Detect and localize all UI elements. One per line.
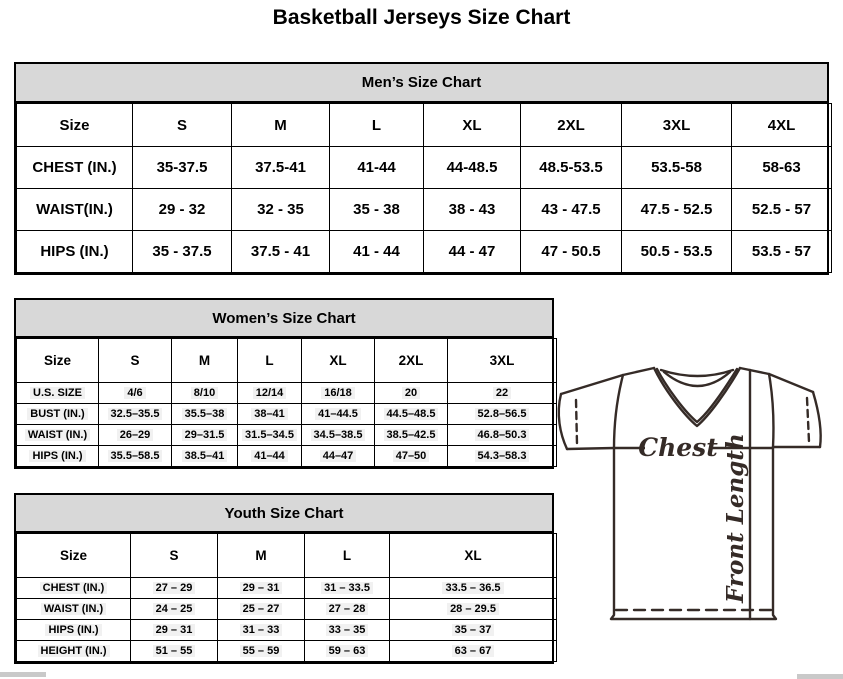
mens-table-row xyxy=(17,147,832,189)
womens-value-cell xyxy=(238,446,302,467)
youth-value-text: 29 – 31 xyxy=(240,582,283,594)
womens-table-row xyxy=(17,425,557,446)
mens-column-header: 3XL xyxy=(622,104,732,147)
womens-value-text: 29–31.5 xyxy=(182,429,228,441)
youth-value-text: 59 – 63 xyxy=(326,645,369,657)
youth-row-label-text: WAIST (IN.) xyxy=(41,603,106,615)
womens-value-cell xyxy=(302,446,375,467)
mens-value-cell: 41-44 xyxy=(330,147,424,189)
mens-row-label: HIPS (IN.) xyxy=(17,231,133,273)
womens-value-cell xyxy=(238,425,302,446)
page-title: Basketball Jerseys Size Chart xyxy=(272,6,571,29)
youth-value-text: 63 – 67 xyxy=(452,645,495,657)
womens-row-label xyxy=(17,446,99,467)
youth-column-header: XL xyxy=(390,534,557,578)
mens-value-cell: 48.5-53.5 xyxy=(521,147,622,189)
youth-value-cell xyxy=(390,578,557,599)
mens-value-cell: 53.5-58 xyxy=(622,147,732,189)
womens-value-cell xyxy=(375,383,448,404)
womens-value-cell xyxy=(448,446,557,467)
jersey-diagram-icon xyxy=(553,360,843,630)
womens-value-cell xyxy=(172,446,238,467)
mens-column-header: S xyxy=(133,104,232,147)
womens-value-text: 41–44.5 xyxy=(315,408,361,420)
youth-value-text: 29 – 31 xyxy=(153,624,196,636)
womens-row-label-text: U.S. SIZE xyxy=(30,387,85,399)
youth-value-text: 31 – 33.5 xyxy=(321,582,373,594)
mens-value-cell: 44-48.5 xyxy=(424,147,521,189)
youth-value-cell xyxy=(390,620,557,641)
youth-value-cell xyxy=(218,620,305,641)
left-sleeve-seam xyxy=(614,375,623,448)
mens-value-cell: 37.5 - 41 xyxy=(232,231,330,273)
youth-value-text: 51 – 55 xyxy=(153,645,196,657)
youth-value-cell xyxy=(390,641,557,662)
mens-column-header: XL xyxy=(424,104,521,147)
womens-value-text: 35.5–58.5 xyxy=(108,450,163,462)
youth-row-label-text: HEIGHT (IN.) xyxy=(38,645,110,657)
mens-column-header: L xyxy=(330,104,424,147)
womens-table xyxy=(14,336,554,469)
youth-row-label xyxy=(17,599,131,620)
womens-value-text: 35.5–38 xyxy=(182,408,228,420)
womens-value-text: 44.5–48.5 xyxy=(384,408,439,420)
chest-label: Chest xyxy=(638,433,718,462)
womens-value-text: 44–47 xyxy=(320,450,357,462)
mens-size-chart xyxy=(14,62,829,275)
youth-value-cell xyxy=(305,599,390,620)
youth-value-text: 24 – 25 xyxy=(153,603,196,615)
womens-column-header: 2XL xyxy=(375,339,448,383)
youth-value-cell xyxy=(390,599,557,620)
youth-value-text: 33.5 – 36.5 xyxy=(442,582,503,594)
right-cuff-dashes xyxy=(807,398,809,442)
womens-value-text: 4/6 xyxy=(124,387,145,399)
youth-value-cell xyxy=(305,620,390,641)
womens-value-text: 8/10 xyxy=(191,387,218,399)
womens-value-text: 38.5–41 xyxy=(182,450,228,462)
mens-value-cell: 35-37.5 xyxy=(133,147,232,189)
front-length-label: Front Length xyxy=(722,433,749,603)
womens-value-text: 22 xyxy=(493,387,511,399)
womens-value-text: 41–44 xyxy=(251,450,288,462)
womens-value-cell xyxy=(238,383,302,404)
youth-table-row xyxy=(17,620,557,641)
womens-column-header: L xyxy=(238,339,302,383)
youth-value-cell xyxy=(305,641,390,662)
left-cuff-edge xyxy=(567,448,614,449)
womens-value-text: 12/14 xyxy=(253,387,287,399)
womens-size-chart xyxy=(14,298,554,469)
body-outline xyxy=(611,447,776,619)
left-shoulder-line xyxy=(561,368,654,394)
womens-value-cell xyxy=(238,404,302,425)
womens-value-text: 52.8–56.5 xyxy=(475,408,530,420)
mens-value-cell: 52.5 - 57 xyxy=(732,189,832,231)
womens-table-title: Women’s Size Chart xyxy=(14,298,554,336)
womens-value-text: 32.5–35.5 xyxy=(108,408,163,420)
mens-column-header: M xyxy=(232,104,330,147)
womens-row-label-text: WAIST (IN.) xyxy=(25,429,90,441)
mens-table-row xyxy=(17,231,832,273)
mens-value-cell: 32 - 35 xyxy=(232,189,330,231)
womens-value-cell xyxy=(302,425,375,446)
womens-value-cell xyxy=(302,383,375,404)
womens-value-cell xyxy=(448,404,557,425)
mens-row-label: WAIST(IN.) xyxy=(17,189,133,231)
womens-table-row xyxy=(17,404,557,425)
womens-row-label-text: BUST (IN.) xyxy=(27,408,87,420)
youth-value-cell xyxy=(131,620,218,641)
womens-value-cell xyxy=(99,425,172,446)
youth-table-row xyxy=(17,641,557,662)
womens-column-header: 3XL xyxy=(448,339,557,383)
youth-value-cell xyxy=(131,578,218,599)
mens-value-cell: 53.5 - 57 xyxy=(732,231,832,273)
youth-value-cell xyxy=(131,641,218,662)
youth-row-label-text: CHEST (IN.) xyxy=(40,582,108,594)
mens-value-cell: 35 - 37.5 xyxy=(133,231,232,273)
womens-column-header: M xyxy=(172,339,238,383)
youth-row-label xyxy=(17,641,131,662)
womens-value-cell xyxy=(375,425,448,446)
womens-value-text: 16/18 xyxy=(321,387,355,399)
youth-row-label-text: HIPS (IN.) xyxy=(45,624,101,636)
youth-value-text: 55 – 59 xyxy=(240,645,283,657)
womens-value-text: 31.5–34.5 xyxy=(242,429,297,441)
mens-value-cell: 44 - 47 xyxy=(424,231,521,273)
youth-value-text: 25 – 27 xyxy=(240,603,283,615)
youth-value-text: 28 – 29.5 xyxy=(447,603,499,615)
womens-column-header: XL xyxy=(302,339,375,383)
mens-row-label: CHEST (IN.) xyxy=(17,147,133,189)
womens-value-text: 26–29 xyxy=(117,429,154,441)
youth-value-text: 33 – 35 xyxy=(326,624,369,636)
right-sleeve-outer xyxy=(813,392,821,447)
youth-column-header: Size xyxy=(17,534,131,578)
womens-row-label xyxy=(17,404,99,425)
womens-value-cell xyxy=(302,404,375,425)
scrollbar-fragment-right xyxy=(797,674,843,679)
mens-value-cell: 38 - 43 xyxy=(424,189,521,231)
mens-value-cell: 37.5-41 xyxy=(232,147,330,189)
youth-value-cell xyxy=(218,599,305,620)
mens-value-cell: 58-63 xyxy=(732,147,832,189)
youth-size-chart xyxy=(14,493,554,664)
collar-top-arc xyxy=(661,370,733,376)
left-sleeve-outer xyxy=(559,394,567,449)
mens-table xyxy=(14,101,829,275)
mens-table-title: Men’s Size Chart xyxy=(14,62,829,101)
mens-column-header: 2XL xyxy=(521,104,622,147)
youth-value-text: 31 – 33 xyxy=(240,624,283,636)
womens-value-text: 38.5–42.5 xyxy=(384,429,439,441)
womens-value-cell xyxy=(448,425,557,446)
womens-row-label-text: HIPS (IN.) xyxy=(29,450,85,462)
mens-value-cell: 47.5 - 52.5 xyxy=(622,189,732,231)
womens-value-cell xyxy=(99,383,172,404)
womens-table-row xyxy=(17,383,557,404)
womens-row-label xyxy=(17,425,99,446)
right-sleeve-seam xyxy=(769,374,774,447)
mens-value-cell: 43 - 47.5 xyxy=(521,189,622,231)
womens-value-cell xyxy=(172,425,238,446)
womens-value-text: 46.8–50.3 xyxy=(475,429,530,441)
youth-column-header: M xyxy=(218,534,305,578)
womens-value-text: 34.5–38.5 xyxy=(311,429,366,441)
youth-row-label xyxy=(17,578,131,599)
womens-column-header: Size xyxy=(17,339,99,383)
womens-value-text: 38–41 xyxy=(251,408,288,420)
mens-table-row xyxy=(17,189,832,231)
youth-value-cell xyxy=(131,599,218,620)
mens-value-cell: 35 - 38 xyxy=(330,189,424,231)
youth-row-label xyxy=(17,620,131,641)
mens-value-cell: 47 - 50.5 xyxy=(521,231,622,273)
mens-column-header: Size xyxy=(17,104,133,147)
youth-table-title: Youth Size Chart xyxy=(14,493,554,531)
womens-value-cell xyxy=(448,383,557,404)
mens-value-cell: 41 - 44 xyxy=(330,231,424,273)
womens-value-text: 20 xyxy=(402,387,420,399)
youth-table-row xyxy=(17,599,557,620)
youth-column-header: L xyxy=(305,534,390,578)
youth-value-text: 27 – 29 xyxy=(153,582,196,594)
youth-value-cell xyxy=(218,578,305,599)
scrollbar-fragment-left xyxy=(0,672,46,677)
mens-value-cell: 50.5 - 53.5 xyxy=(622,231,732,273)
womens-column-header: S xyxy=(99,339,172,383)
womens-table-row xyxy=(17,446,557,467)
left-cuff-dashes xyxy=(576,400,577,444)
womens-value-cell xyxy=(375,446,448,467)
womens-value-cell xyxy=(375,404,448,425)
youth-column-header: S xyxy=(131,534,218,578)
youth-value-text: 27 – 28 xyxy=(326,603,369,615)
youth-value-cell xyxy=(305,578,390,599)
mens-value-cell: 29 - 32 xyxy=(133,189,232,231)
youth-table-row xyxy=(17,578,557,599)
womens-value-text: 54.3–58.3 xyxy=(475,450,530,462)
womens-value-cell xyxy=(172,383,238,404)
mens-column-header: 4XL xyxy=(732,104,832,147)
youth-value-text: 35 – 37 xyxy=(452,624,495,636)
womens-value-cell xyxy=(172,404,238,425)
youth-value-cell xyxy=(218,641,305,662)
womens-value-cell xyxy=(99,446,172,467)
womens-value-text: 47–50 xyxy=(393,450,430,462)
womens-row-label xyxy=(17,383,99,404)
youth-table xyxy=(14,531,554,664)
womens-value-cell xyxy=(99,404,172,425)
